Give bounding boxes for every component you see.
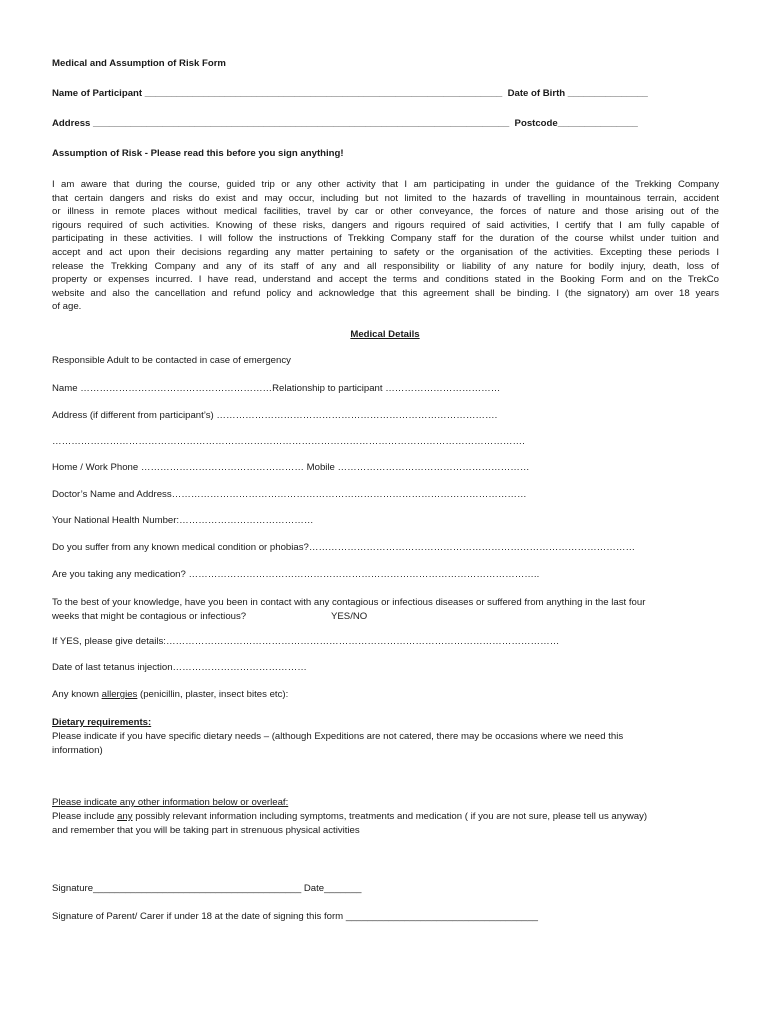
risk-line: participating in these activities. I will follow the instructions of Trekking Company staff for the duration of the course whilst under tuition and <box>52 233 719 245</box>
yes-no-option[interactable]: YES/NO <box>331 611 368 622</box>
emergency-address-continued[interactable]: …………………………………………………………………………………………………………………………………. <box>52 436 525 447</box>
risk-line: or illness in remote places without medical facilities, travel by car or other conveyance, the forces of nature and those arising out of the <box>52 206 719 218</box>
tetanus-field[interactable]: Date of last tetanus injection…………………………………… <box>52 662 307 673</box>
emergency-address-field[interactable]: Address (if different from participant’s) ……………………………………………………………………………. <box>52 410 498 421</box>
address-field[interactable]: Address ______________________________________________________________________________ Postcode_______________ <box>52 118 638 129</box>
emergency-contact-label: Responsible Adult to be contacted in case of emergency <box>52 355 291 366</box>
risk-line: release the Trekking Company and any of its staff of any and all responsibility or liability of any nature for bodily injury, death, loss of <box>52 260 719 272</box>
dietary-heading: Dietary requirements: <box>52 717 152 728</box>
details-field[interactable]: If YES, please give details:…………………………………………………………………………………………………………… <box>52 636 560 647</box>
other-info-heading: Please indicate any other information below or overleaf: <box>52 797 289 808</box>
signature-field[interactable]: Signature_______________________________________ Date_______ <box>52 883 362 894</box>
other-info-line <box>52 810 722 824</box>
allergies-prefix: Any known <box>52 689 102 700</box>
risk-line: that certain dangers and risks do exist and may occur, including but not limited to the hazards of travelling in mountainous terrain, accident <box>52 192 719 204</box>
dietary-line: information) <box>52 745 103 756</box>
doctor-field[interactable]: Doctor’s Name and Address………………………………………………………………………………………………… <box>52 489 527 500</box>
other-info-prefix: Please include <box>52 811 118 822</box>
risk-line: I am aware that during the course, guided trip or any other activity that I am participating in under the guidance of the Trekking Company <box>52 179 719 190</box>
medical-heading: Medical Details <box>350 329 420 340</box>
risk-line: website and also the cancellation and refund policy and acknowledge that this agreement shall be binding. I (the signatory) am over 18 years <box>52 287 719 299</box>
risk-heading: Assumption of Risk - Please read this before you sign anything! <box>52 148 344 159</box>
allergies-field[interactable] <box>52 689 288 701</box>
emergency-name-field[interactable]: Name ……………………………………………………Relationship to participant ……………………………… <box>52 383 501 394</box>
medical-condition-field[interactable]: Do you suffer from any known medical condition or phobias?………………………………………………………………………………………… <box>52 542 636 553</box>
other-info-section <box>52 796 722 838</box>
other-info-suffix: possibly relevant information including symptoms, treatments and medication ( if you are not sure, please tell us anyway) <box>132 811 648 822</box>
phone-field[interactable]: Home / Work Phone …………………………………………… Mobile …………………………………………………… <box>52 462 530 473</box>
parent-signature-field[interactable]: Signature of Parent/ Carer if under 18 at the date of signing this form ____________________________________ <box>52 911 538 922</box>
risk-line: rigours required of such activities. Knowing of these risks, dangers and rigours required of said activities, I certify that I am fully capable of <box>52 219 719 231</box>
risk-line: property or expenses incurred. I have read, understand and accept the terms and conditions stated in the Booking Form and on the TrekCo <box>52 274 719 286</box>
allergies-suffix: (penicillin, plaster, insect bites etc): <box>137 689 289 700</box>
allergies-word: allergies <box>101 689 138 700</box>
risk-paragraph <box>52 178 719 314</box>
form-title: Medical and Assumption of Risk Form <box>52 58 226 69</box>
dietary-section <box>52 716 722 758</box>
participant-name-field[interactable]: Name of Participant ___________________________________________________________________ Date of Birth _______________ <box>52 88 648 99</box>
contagious-line: To the best of your knowledge, have you been in contact with any contagious or infectious diseases or suffered from anything in the last four <box>52 597 646 608</box>
other-info-line: and remember that you will be taking part in strenuous physical activities <box>52 825 360 836</box>
medication-field[interactable]: Are you taking any medication? ……………………………………………………………………………………………….. <box>52 569 540 580</box>
risk-line: of age. <box>52 301 82 313</box>
contagious-line: weeks that might be contagious or infectious? <box>52 611 247 622</box>
dietary-line: Please indicate if you have specific dietary needs – (although Expeditions are not catered, there may be occasions where we need this <box>52 731 624 742</box>
risk-line: accept and act upon their decisions regarding any matter pertaining to safety or the organisation of the activities. Excepting these periods I <box>52 246 719 258</box>
contagious-question <box>52 596 722 624</box>
nhs-number-field[interactable]: Your National Health Number:…………………………………… <box>52 515 314 526</box>
other-info-any: any <box>117 811 133 822</box>
